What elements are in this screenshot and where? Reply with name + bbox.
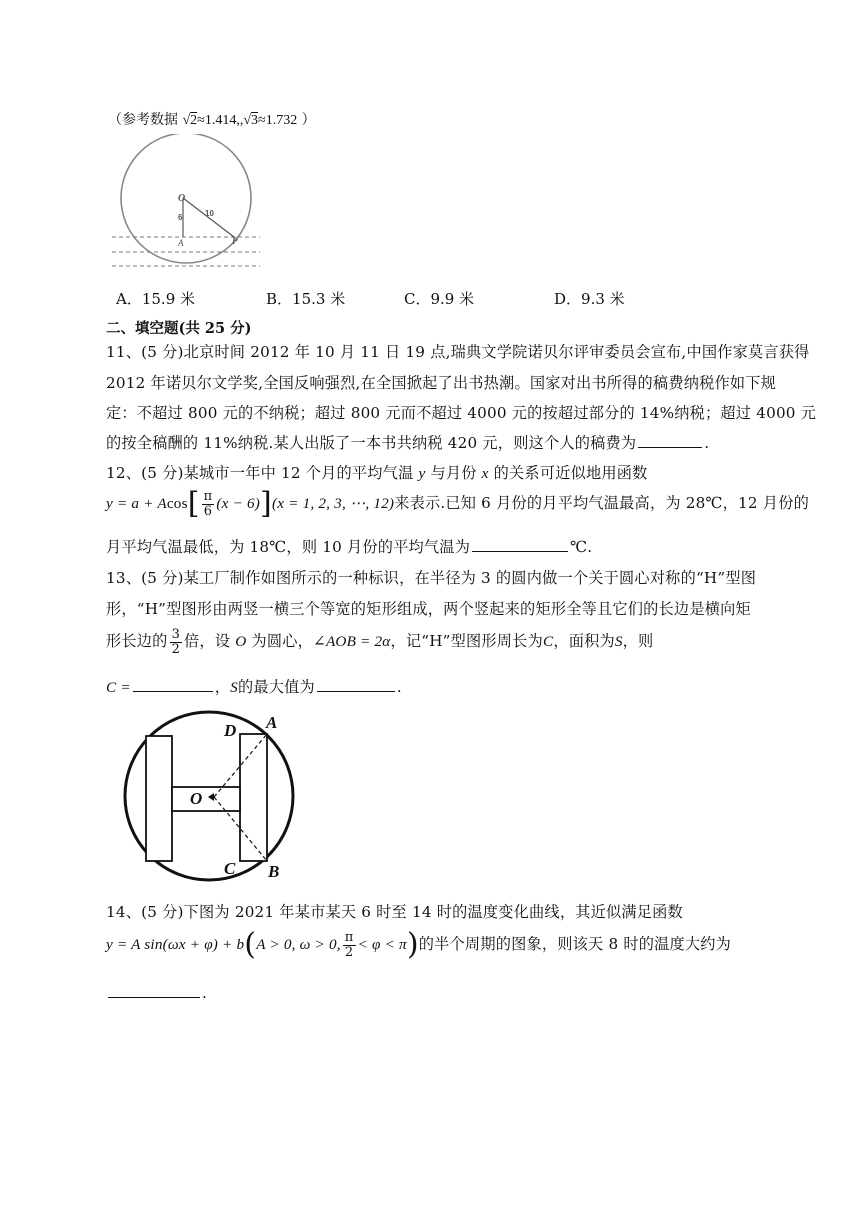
q11-line-4-text: 的按全稿酬的 11%纳税.某人出版了一本书共纳税 420 元，则这个人的稿费为: [106, 434, 637, 452]
q14-line-1: 14、(5 分)下图为 2021 年某市某天 6 时至 14 时的温度变化曲线，其近似满足函数: [106, 903, 683, 921]
q13-max-area-blank[interactable]: [317, 677, 395, 692]
q11-line-4: 的按全稿酬的 11%纳税.某人出版了一本书共纳税 420 元，则这个人的稿费为 .: [106, 434, 710, 452]
sqrt2-value: ≈1.414,,: [197, 113, 244, 128]
q12-line-1: 12、(5 分)某城市一年中 12 个月的平均气温 y 与月份 x 的关系可近似地用函数: [106, 464, 648, 482]
q11-answer-blank[interactable]: [638, 433, 702, 448]
ferris-wheel-figure: [108, 134, 268, 274]
reference-data: [108, 109, 316, 129]
q14-answer-blank[interactable]: [108, 983, 200, 998]
q14-formula-line: y = A sin(ωx + φ) + b(A > 0, ω > 0, $\frac{\pi}{2}$ < φ < π)的半个周期的图象，则该天 8 时的温度大约为: [106, 927, 732, 962]
q12-line-3: 月平均气温最低，为 18℃，则 10 月份的平均气温为 ℃.: [106, 538, 593, 556]
label-D: D: [224, 721, 237, 740]
q12-formula-line: y = a + Acos[ $\frac{\pi}{6}$ (x − 6)](x = 1, 2, 3, ⋯, 12)来表示.已知 6 月份的月平均气温最高，为 28℃，12 月份的: [106, 486, 809, 521]
q11-line-2: 2012 年诺贝尔文学奖,全国反响强烈,在全国掀起了出书热潮。国家对出书所得的稿费纳税作如下规: [106, 374, 777, 392]
label-A: A: [178, 238, 184, 248]
reference-data-prefix: （参考数据: [108, 112, 178, 128]
h-shape-figure: [118, 706, 318, 884]
q12-domain: (x = 1, 2, 3, ⋯, 12): [271, 495, 395, 512]
q12-formula-lhs: y = a + A: [106, 495, 167, 512]
q13-line-1: 13、(5 分)某工厂制作如图所示的一种标识，在半径为 3 的圆内做一个关于圆心对称的“H”型图: [106, 569, 757, 587]
sqrt3-value: ≈1.732: [258, 113, 298, 128]
q14-fraction: $\frac{\pi}{2}$: [344, 929, 354, 960]
reference-data-suffix: ）: [301, 112, 316, 128]
q13-line-3: 形长边的 $\frac{3}{2}$ 倍，设 O 为圆心，∠AOB = 2α，记“H”型图形周长为C，面积为S，则: [106, 627, 654, 657]
q12-fraction: $\frac{\pi}{6}$: [203, 488, 213, 519]
option-c[interactable]: C．9.9 米: [404, 290, 475, 308]
sqrt3-radicand: 3: [251, 113, 259, 128]
label-B: B: [268, 862, 280, 881]
label-O: O: [190, 789, 203, 808]
option-d[interactable]: D．9.3 米: [554, 290, 625, 308]
sqrt2-radicand: 2: [190, 113, 198, 128]
option-a[interactable]: A．15.9 米: [116, 290, 196, 308]
q14-line-3: .: [106, 983, 207, 1002]
label-6: 6: [178, 213, 183, 222]
horizontal-rect: [172, 787, 240, 811]
label-O: O: [178, 193, 186, 204]
label-C: C: [224, 859, 236, 878]
label-P: P: [232, 236, 238, 246]
q13-fraction: $\frac{3}{2}$: [171, 627, 181, 657]
option-b[interactable]: B．15.3 米: [266, 290, 346, 308]
right-vertical-rect: [240, 734, 267, 861]
q11-line-3: 定：不超过 800 元的不纳税；超过 800 元而不超过 4000 元的按超过部分的 14%纳税；超过 4000 元: [106, 404, 817, 422]
q12-answer-blank[interactable]: [472, 537, 568, 552]
label-A: A: [266, 713, 278, 732]
left-vertical-rect: [146, 736, 172, 861]
q11-line-1: 11、(5 分)北京时间 2012 年 10 月 11 日 19 点,瑞典文学院诺贝尔评审委员会宣布,中国作家莫言获得: [106, 343, 810, 361]
q13-line-2: 形，“H”型图形由两竖一横三个等宽的矩形组成，两个竖起来的矩形全等且它们的长边是横向矩: [106, 600, 751, 618]
q13-line-4: C = ，S的最大值为 .: [106, 678, 402, 696]
sqrt2-expression: √2≈1.414,,: [182, 113, 244, 128]
sqrt3-expression: √3≈1.732: [243, 113, 298, 128]
label-10: 10: [205, 209, 214, 218]
section-title: 二、填空题(共 25 分): [106, 320, 252, 337]
q13-perimeter-blank[interactable]: [133, 677, 213, 692]
q14-formula: y = A sin(ωx + φ) + b: [106, 936, 245, 953]
